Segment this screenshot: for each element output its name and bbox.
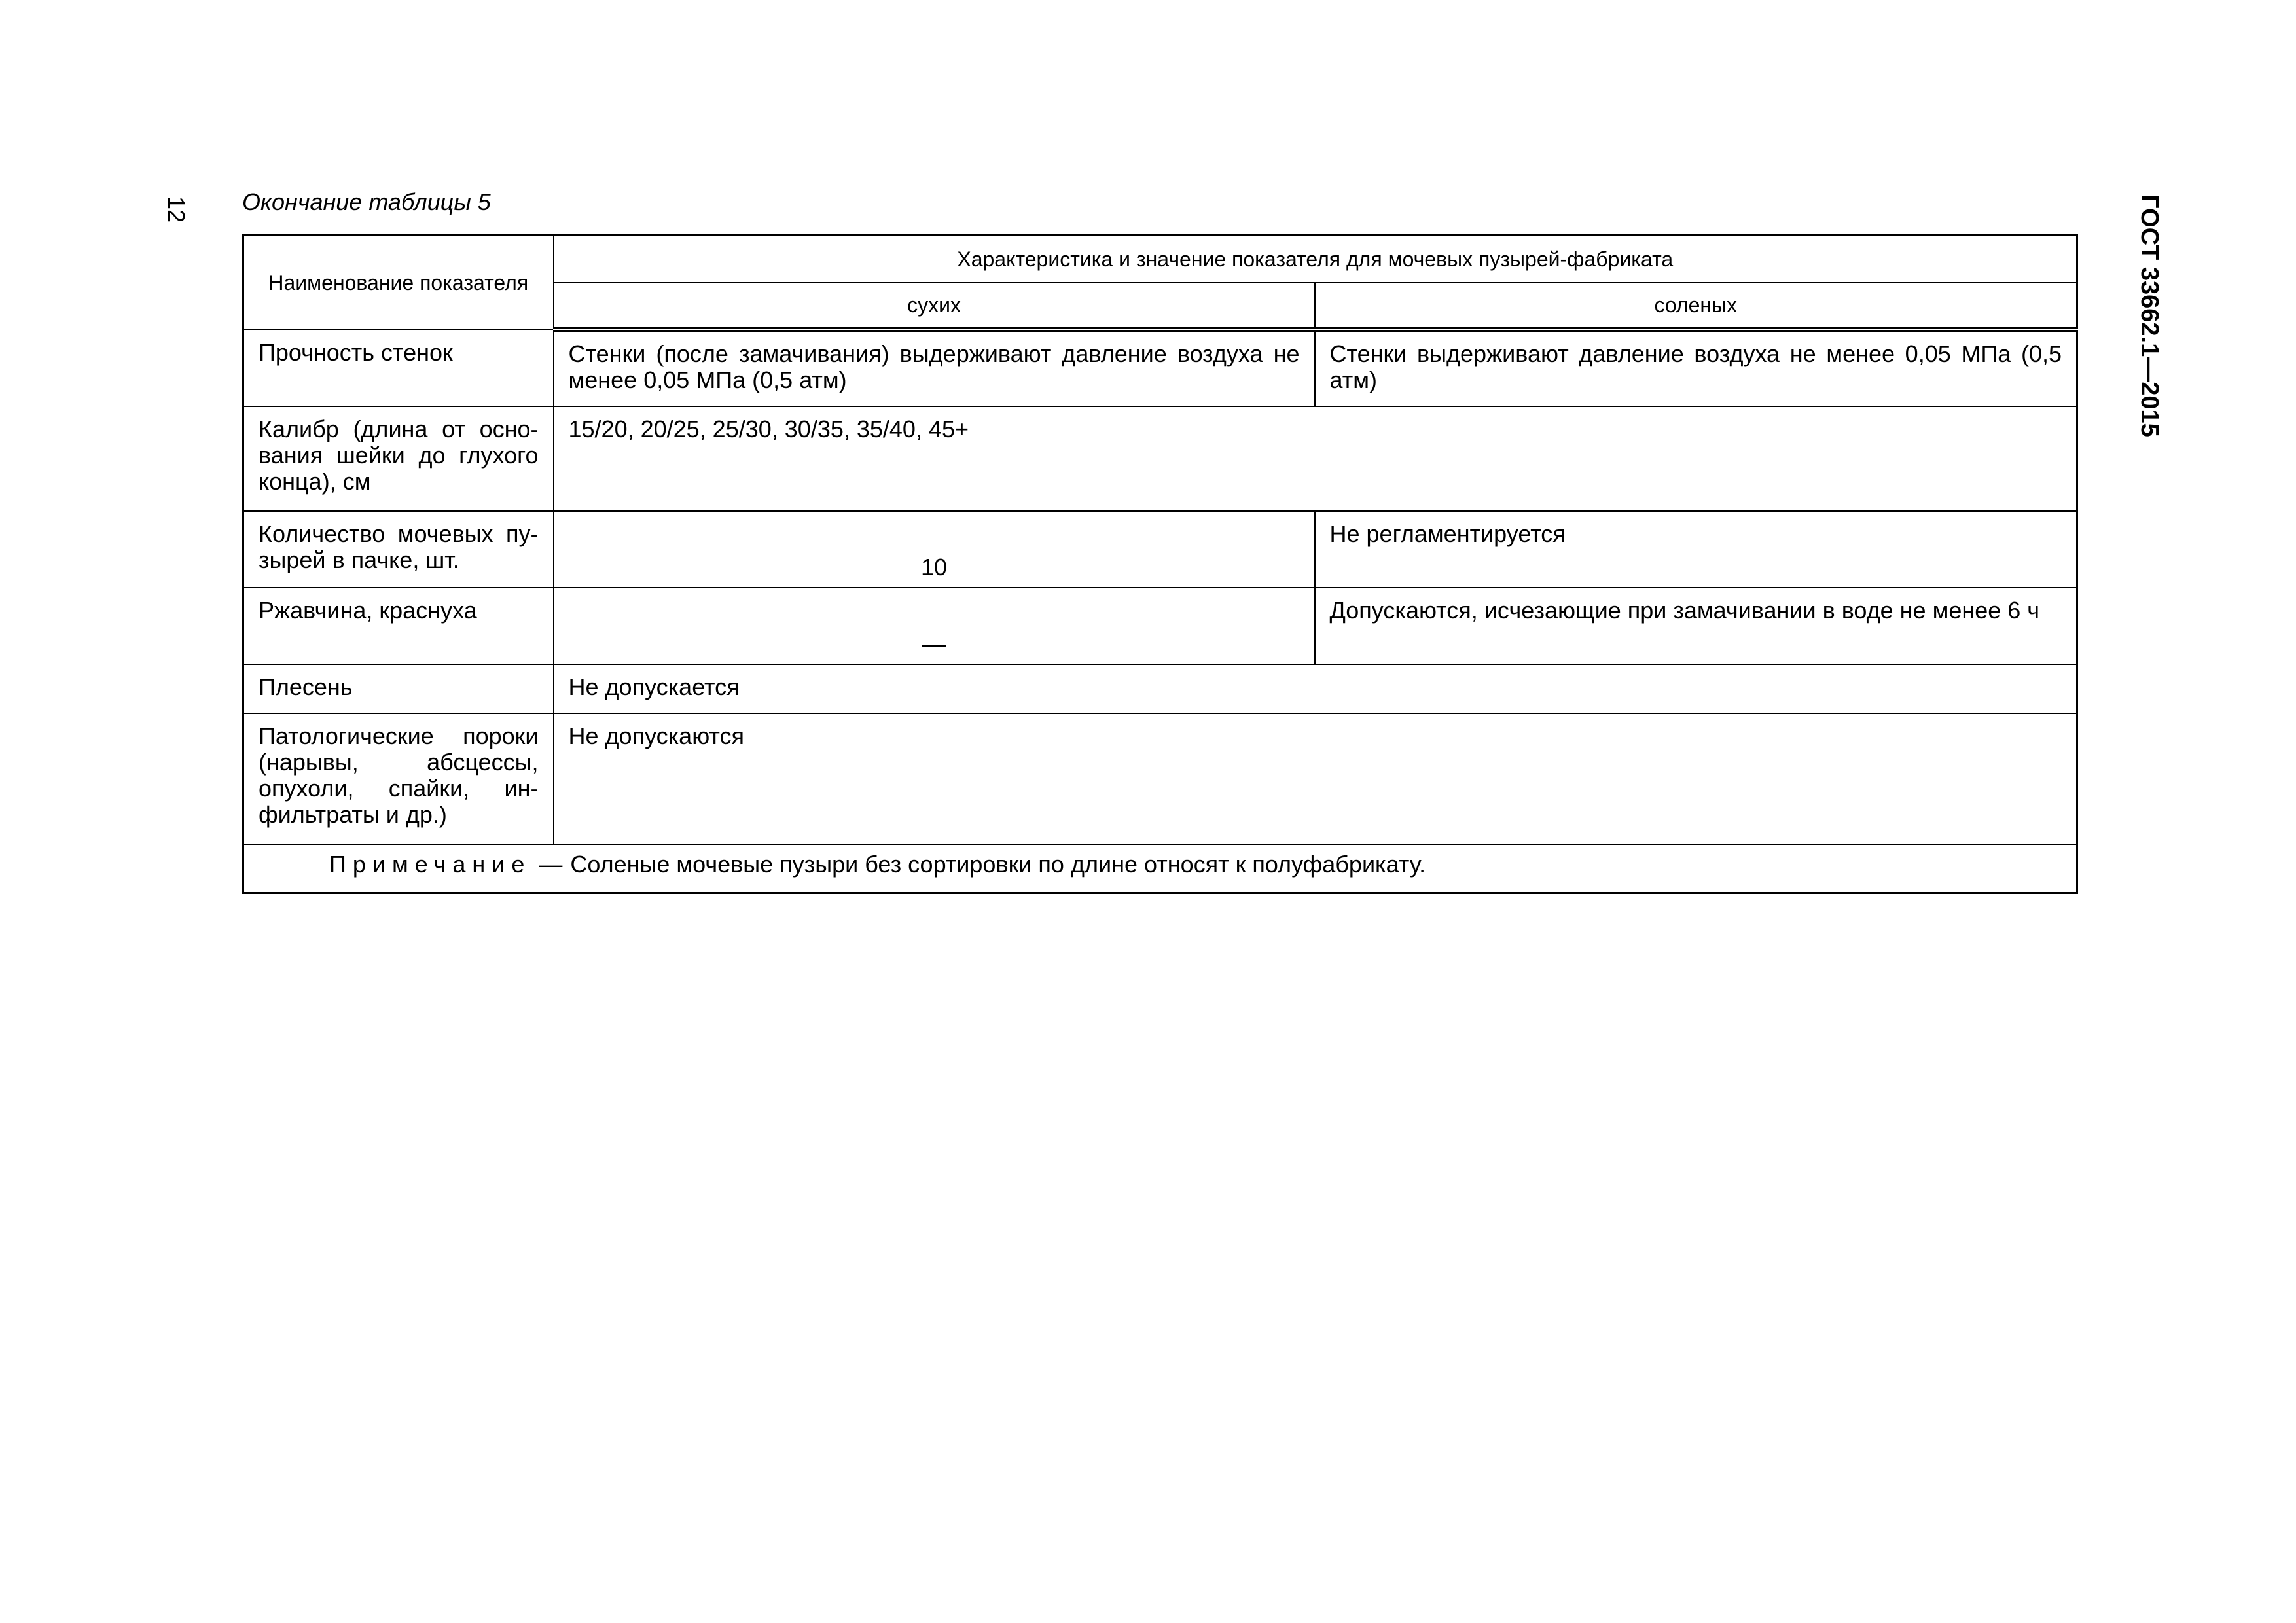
row-name-cell: Плесень [243,664,554,713]
row-salted-cell: Допускаются, исчезающие при замачивании в воде не менее 6 ч [1315,588,2077,664]
row-name-cell: Прочность стенок [243,330,554,406]
row-name-cell: Количество мочевых пузырей в пачке, шт. [243,511,554,588]
table-header-row [243,236,2077,283]
row-value-cell: Не допускается [554,664,2077,713]
table-row [243,330,2077,406]
row-name-cell: Патологические пороки (нарывы, абсцессы, опухоли, спайки, инфильтраты и др.) [243,713,554,844]
row-name-cell: Ржавчина, краснуха [243,588,554,664]
indicators-table [242,234,2078,894]
table-note [243,844,2077,893]
table-row [243,664,2077,713]
header-characteristic-group: Характеристика и значение показателя для мочевых пузырей-фабриката [554,236,2077,283]
table-caption: Окончание таблицы 5 [242,188,491,215]
row-salted-cell: Не регламентируется [1315,511,2077,588]
row-dry-cell: — [554,588,1315,664]
header-salted: соленых [1315,283,2077,330]
row-name-cell: Калибр (длина от основания шейки до глухого конца), см [243,406,554,511]
row-salted-cell: Стенки выдерживают давление воздуха не менее 0,05 МПа (0,5 атм) [1315,330,2077,406]
note-text: Соленые мочевые пузыри без сортировки по длине относят к полуфабрикату. [570,850,1426,878]
row-value-cell: 15/20, 20/25, 25/30, 30/35, 35/40, 45+ [554,406,2077,511]
page-number: 12 [163,196,190,223]
header-indicator-name: Наименование показателя [243,236,554,330]
document-code: ГОСТ 33662.1—2015 [2136,194,2163,437]
table-row [243,406,2077,511]
note-label: Примечание [329,850,531,878]
row-dry-cell: 10 [554,511,1315,588]
table-row [243,588,2077,664]
note-dash: — [539,850,563,878]
row-value-cell: Не допускаются [554,713,2077,844]
table-row [243,511,2077,588]
table-row [243,713,2077,844]
header-dry: сухих [554,283,1315,330]
table-note-row [243,844,2077,893]
row-dry-cell: Стенки (после замачивания) выдерживают давление воздуха не менее 0,05 МПа (0,5 атм) [554,330,1315,406]
